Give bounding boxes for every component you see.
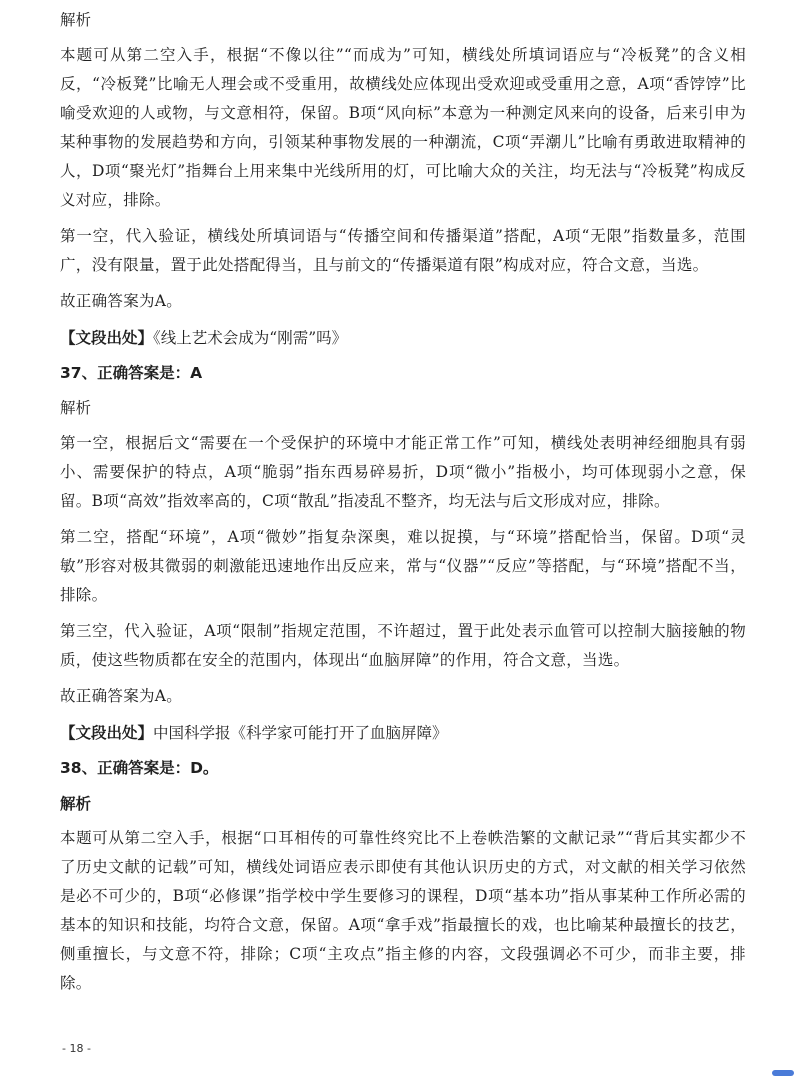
analysis-label: 解析 xyxy=(60,399,92,417)
paragraph: 第二空，搭配“环境”，A项“微妙”指复杂深奥，难以捉摸，与“环境”搭配恰当，保留。D项“灵敏”形容对极其微弱的刺激能迅速地作出反应来，常与“仪器”“反应”等搭配，与“环境”搭配不当，排除。 xyxy=(60,528,746,604)
paragraph: 第一空，根据后文“需要在一个受保护的环境中才能正常工作”可知，横线处表明神经细胞具有弱小、需要保护的特点，A项“脆弱”指东西易碎易折，D项“微小”指极小，均可体现弱小之意，保留。B项“高效”指效率高的，C项“散乱”指凌乱不整齐，均无法与后文形成对应，排除。 xyxy=(60,434,746,510)
page-number: - 18 - xyxy=(62,1042,91,1055)
source-title: 中国科学报《科学家可能打开了血脑屏障》 xyxy=(153,724,448,742)
analysis-label: 解析 xyxy=(60,11,92,29)
question-heading-38: 38、正确答案是：D。 xyxy=(60,759,219,777)
analysis-label: 解析 xyxy=(60,794,92,813)
corner-mark xyxy=(772,1070,794,1076)
question-heading-37: 37、正确答案是：A xyxy=(60,364,203,382)
paragraph: 第三空，代入验证，A项“限制”指规定范围，不许超过，置于此处表示血管可以控制大脑接触的物质，使这些物质都在安全的范围内，体现出“血脑屏障”的作用，符合文意，当选。 xyxy=(60,622,746,669)
paragraph: 本题可从第二空入手，根据“口耳相传的可靠性终究比不上卷帙浩繁的文献记录”“背后其实都少不了历史文献的记载”可知，横线处词语应表示即使有其他认识历史的方式，对文献的相关学习依然是必不可少的，B项“必修课”指学校中学生要修习的课程，D项“基本功”指从事某种工作所必需的基本的知识和技能，均符合文意，保留。A项“拿手戏”指最擅长的戏，也比喻某种最擅长的技艺，侧重擅长，与文意不符，排除；C项“主攻点”指主修的内容，文段强调必不可少，而非主要，排除。 xyxy=(60,829,746,992)
answer-line: 故正确答案为A。 xyxy=(60,292,183,310)
answer-line: 故正确答案为A。 xyxy=(60,687,183,705)
source-line xyxy=(60,718,746,748)
source-bracket: 【文段出处】 xyxy=(60,328,154,347)
paragraph: 本题可从第二空入手，根据“不像以往”“而成为”可知，横线处所填词语应与“冷板凳”的含义相反，“冷板凳”比喻无人理会或不受重用，故横线处应体现出受欢迎或受重用之意，A项“香饽饽”比喻受欢迎的人或物，与文意相符，保留。B项“风向标”本意为一种测定风来向的设备，后来引申为某种事物的发展趋势和方向，引领某种事物发展的一种潮流，C项“弄潮儿”比喻有勇敢进取精神的人，D项“聚光灯”指舞台上用来集中光线所用的灯，可比喻大众的关注，均无法与“冷板凳”构成反义对应，排除。 xyxy=(60,46,746,209)
paragraph: 第一空，代入验证，横线处所填词语与“传播空间和传播渠道”搭配，A项“无限”指数量多，范围广，没有限量，置于此处搭配得当，且与前文的“传播渠道有限”构成对应，符合文意，当选。 xyxy=(60,227,746,274)
source-title: 《线上艺术会成为“刚需”吗》 xyxy=(153,329,348,347)
source-line xyxy=(60,323,746,353)
source-bracket: 【文段出处】 xyxy=(60,723,154,742)
